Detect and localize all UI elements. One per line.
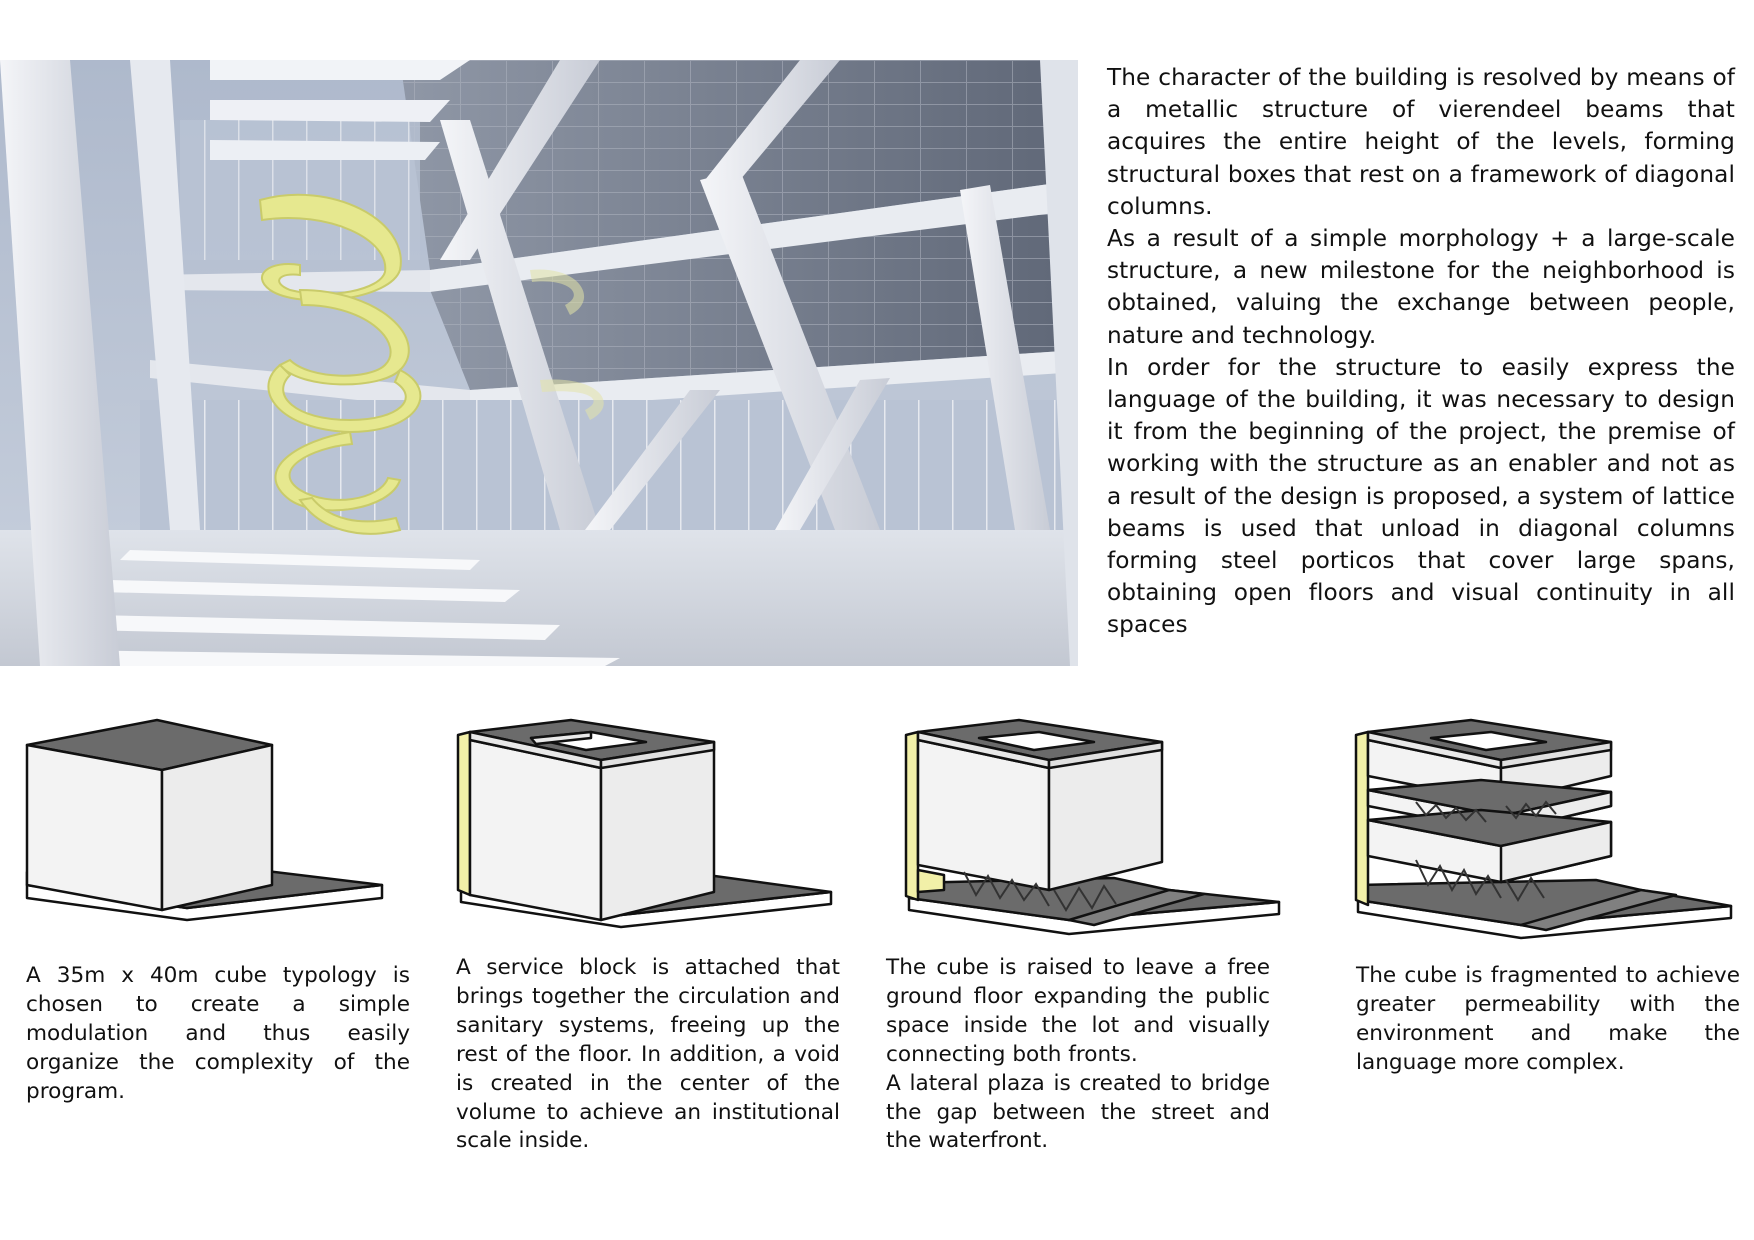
cube-diagram-illustration [22, 720, 402, 950]
description-paragraph: The character of the building is resolved by means of a metallic structure of vierendeel beams that acquires the entire height of the levels, forming structural boxes that rest on a framework of diagonal columns. [1107, 64, 1735, 220]
caption-fragmented-cube [1356, 962, 1740, 1078]
fragmented-cube-diagram-illustration [1356, 720, 1736, 950]
caption-text: The cube is fragmented to achieve greater permeability with the environment and make the language more complex. [1356, 963, 1740, 1075]
caption-text: A 35m x 40m cube typology is chosen to create a simple modulation and thus easily organize the complexity of the program. [26, 963, 410, 1104]
diagram-raised-cube [904, 720, 1284, 950]
caption-text: A service block is attached that brings together the circulation and sanitary systems, freeing up the rest of the floor. In addition, a void is created in the center of the volume to achieve an institutional scale inside. [456, 955, 840, 1154]
caption-service-block [456, 954, 840, 1156]
diagram-service-block [456, 720, 836, 950]
service-block-diagram-illustration [456, 720, 836, 950]
atrium-render [0, 60, 1078, 666]
raised-cube-diagram-illustration [904, 720, 1284, 950]
description-paragraph: In order for the structure to easily express the language of the building, it was necessary to design it from the beginning of the project, the premise of working with the structure as an enabler and not as a result of the design is proposed, a system of lattice beams is used that unload in diagonal columns forming steel porticos that cover large spans, obtaining open floors and visual continuity in all spaces [1107, 353, 1735, 639]
caption-text: A lateral plaza is created to bridge the gap between the street and the waterfront. [886, 1070, 1270, 1154]
caption-cube [26, 962, 410, 1107]
description-paragraph: As a result of a simple morphology + a large-scale structure, a new milestone for the neighborhood is obtained, valuing the exchange between people, nature and technology. [1107, 225, 1735, 349]
caption-text: The cube is raised to leave a free ground floor expanding the public space inside the lot and visually connecting both fronts. [886, 955, 1270, 1067]
atrium-render-illustration [0, 60, 1078, 666]
project-description [1107, 62, 1735, 642]
diagram-cube [22, 720, 402, 950]
caption-raised-cube [886, 954, 1270, 1156]
diagram-fragmented-cube [1356, 720, 1736, 950]
